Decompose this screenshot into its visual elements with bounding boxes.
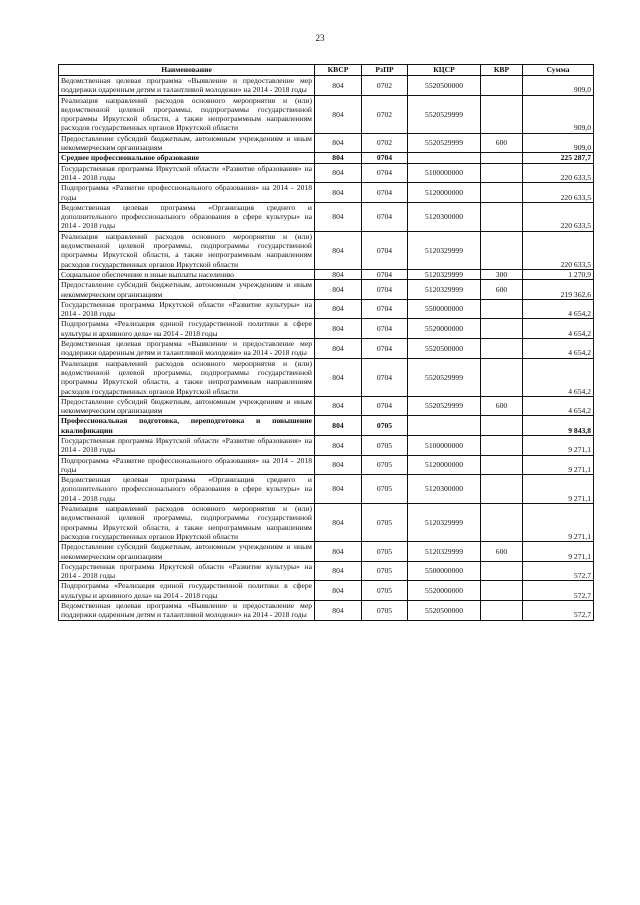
rzpr-cell: 0702 <box>362 76 408 96</box>
kvsr-cell: 804 <box>315 269 362 279</box>
table-row <box>59 319 594 339</box>
sum-cell: 220 633,5 <box>523 231 594 269</box>
name-cell: Ведомственная целевая программа «Выявление и предоставление мер поддержки одаренным детям и талантливой молодежи» на 2014 - 2018 годы <box>59 601 315 621</box>
kvsr-cell: 804 <box>315 358 362 396</box>
rzpr-cell: 0704 <box>362 339 408 359</box>
sum-cell: 4 654,2 <box>523 358 594 396</box>
kvr-cell: 300 <box>481 269 523 279</box>
sum-cell: 4 654,2 <box>523 299 594 319</box>
sum-cell: 4 654,2 <box>523 339 594 359</box>
kvsr-cell: 804 <box>315 76 362 96</box>
header-rzpr: РзПР <box>362 65 408 76</box>
sum-cell: 572,7 <box>523 601 594 621</box>
kvsr-cell: 804 <box>315 153 362 163</box>
rzpr-cell: 0704 <box>362 202 408 231</box>
header-kvr: КВР <box>481 65 523 76</box>
kvr-cell <box>481 475 523 504</box>
table-row <box>59 396 594 416</box>
kvr-cell <box>481 319 523 339</box>
rzpr-cell: 0705 <box>362 601 408 621</box>
name-cell: Ведомственная целевая программа «Выявление и предоставление мер поддержки одаренным детям и талантливой молодежи» на 2014 - 2018 годы <box>59 76 315 96</box>
kvr-cell: 600 <box>481 542 523 562</box>
kvsr-cell: 804 <box>315 133 362 153</box>
table-row <box>59 76 594 96</box>
name-cell: Государственная программа Иркутской области «Развитие культуры» на 2014 - 2018 годы <box>59 299 315 319</box>
sum-cell: 909,0 <box>523 76 594 96</box>
table-row <box>59 561 594 581</box>
table-row <box>59 435 594 455</box>
kvr-cell: 600 <box>481 280 523 300</box>
rzpr-cell: 0704 <box>362 163 408 183</box>
kcsr-cell: 5520529999 <box>408 358 481 396</box>
table-row <box>59 339 594 359</box>
kvr-cell <box>481 231 523 269</box>
name-cell: Реализация направлений расходов основного мероприятия и (или) ведомственной целевой программы, подпрограммы государственной программы Иркутской области, а также непрограммным направлениям расходов государственных органов Иркутской области <box>59 358 315 396</box>
table-row <box>59 455 594 475</box>
kvsr-cell: 804 <box>315 504 362 542</box>
table-row <box>59 269 594 279</box>
name-cell: Предоставление субсидий бюджетным, автономным учреждениям и иным некоммерческим организациям <box>59 396 315 416</box>
kcsr-cell: 5120300000 <box>408 475 481 504</box>
table-row <box>59 601 594 621</box>
header-sum: Сумма <box>523 65 594 76</box>
rzpr-cell: 0702 <box>362 133 408 153</box>
kvr-cell <box>481 561 523 581</box>
rzpr-cell: 0704 <box>362 299 408 319</box>
rzpr-cell: 0704 <box>362 269 408 279</box>
name-cell: Социальное обеспечение и иные выплаты населению <box>59 269 315 279</box>
table-row <box>59 299 594 319</box>
kvr-cell <box>481 455 523 475</box>
sum-cell: 909,0 <box>523 95 594 133</box>
rzpr-cell: 0702 <box>362 95 408 133</box>
kvsr-cell: 804 <box>315 475 362 504</box>
kvr-cell <box>481 183 523 203</box>
kvr-cell <box>481 153 523 163</box>
table-row <box>59 153 594 163</box>
rzpr-cell: 0705 <box>362 416 408 436</box>
sum-cell: 9 843,8 <box>523 416 594 436</box>
kvsr-cell: 804 <box>315 601 362 621</box>
kvsr-cell: 804 <box>315 416 362 436</box>
sum-cell: 9 271,1 <box>523 455 594 475</box>
kvr-cell <box>481 416 523 436</box>
kvsr-cell: 804 <box>315 455 362 475</box>
rzpr-cell: 0705 <box>362 581 408 601</box>
sum-cell: 572,7 <box>523 561 594 581</box>
table-row <box>59 183 594 203</box>
kvsr-cell: 804 <box>315 280 362 300</box>
kcsr-cell: 5520000000 <box>408 581 481 601</box>
rzpr-cell: 0705 <box>362 542 408 562</box>
name-cell: Реализация направлений расходов основного мероприятия и (или) ведомственной целевой программы, подпрограммы государственной программы Иркутской области, а также непрограммным направлениям расходов государственных органов Иркутской области <box>59 95 315 133</box>
name-cell: Подпрограмма «Развитие профессионального образования» на 2014 - 2018 годы <box>59 183 315 203</box>
rzpr-cell: 0705 <box>362 435 408 455</box>
kvr-cell: 600 <box>481 133 523 153</box>
kcsr-cell: 5120329999 <box>408 542 481 562</box>
page-number: 23 <box>315 33 325 43</box>
budget-table <box>58 64 594 621</box>
sum-cell: 220 633,5 <box>523 202 594 231</box>
kvr-cell <box>481 601 523 621</box>
kvr-cell <box>481 76 523 96</box>
rzpr-cell: 0704 <box>362 280 408 300</box>
name-cell: Государственная программа Иркутской области «Развитие образования» на 2014 - 2018 годы <box>59 435 315 455</box>
name-cell: Ведомственная целевая программа «Выявление и предоставление мер поддержки одаренным детям и талантливой молодежи» на 2014 - 2018 годы <box>59 339 315 359</box>
table-body <box>59 76 594 621</box>
rzpr-cell: 0705 <box>362 475 408 504</box>
name-cell: Подпрограмма «Реализация единой государственной политики в сфере культуры и архивного дела» на 2014 - 2018 годы <box>59 319 315 339</box>
table-row <box>59 358 594 396</box>
sum-cell: 225 287,7 <box>523 153 594 163</box>
name-cell: Государственная программа Иркутской области «Развитие культуры» на 2014 - 2018 годы <box>59 561 315 581</box>
table-row <box>59 475 594 504</box>
kvsr-cell: 804 <box>315 299 362 319</box>
kvr-cell: 600 <box>481 396 523 416</box>
kvr-cell <box>481 435 523 455</box>
kcsr-cell <box>408 153 481 163</box>
kcsr-cell: 5520529999 <box>408 396 481 416</box>
sum-cell: 219 362,6 <box>523 280 594 300</box>
rzpr-cell: 0704 <box>362 396 408 416</box>
kcsr-cell: 5120300000 <box>408 202 481 231</box>
table-row <box>59 133 594 153</box>
table-row <box>59 504 594 542</box>
kcsr-cell: 5100000000 <box>408 435 481 455</box>
kvr-cell <box>481 95 523 133</box>
header-kvsr: КВСР <box>315 65 362 76</box>
sum-cell: 220 633,5 <box>523 183 594 203</box>
kvsr-cell: 804 <box>315 202 362 231</box>
rzpr-cell: 0704 <box>362 231 408 269</box>
kcsr-cell: 5120329999 <box>408 269 481 279</box>
name-cell: Предоставление субсидий бюджетным, автономным учреждениям и иным некоммерческим организациям <box>59 133 315 153</box>
kcsr-cell: 5120000000 <box>408 455 481 475</box>
name-cell: Реализация направлений расходов основного мероприятия и (или) ведомственной целевой программы, подпрограммы государственной программы Иркутской области, а также непрограммным направлениям расходов государственных органов Иркутской области <box>59 504 315 542</box>
kcsr-cell: 5520500000 <box>408 601 481 621</box>
name-cell: Ведомственная целевая программа «Организация среднего и дополнительного профессионального образования в сфере культуры» на 2014 - 2018 годы <box>59 475 315 504</box>
kvsr-cell: 804 <box>315 95 362 133</box>
sum-cell: 9 271,1 <box>523 475 594 504</box>
kvsr-cell: 804 <box>315 542 362 562</box>
kcsr-cell: 5500000000 <box>408 561 481 581</box>
kvsr-cell: 804 <box>315 339 362 359</box>
sum-cell: 9 271,1 <box>523 504 594 542</box>
name-cell: Подпрограмма «Реализация единой государственной политики в сфере культуры и архивного дела» на 2014 - 2018 годы <box>59 581 315 601</box>
name-cell: Предоставление субсидий бюджетным, автономным учреждениям и иным некоммерческим организациям <box>59 280 315 300</box>
header-row <box>59 65 594 76</box>
rzpr-cell: 0704 <box>362 153 408 163</box>
kcsr-cell: 5120329999 <box>408 280 481 300</box>
name-cell: Профессиональная подготовка, переподготовка и повышение квалификации <box>59 416 315 436</box>
header-name: Наименование <box>59 65 315 76</box>
name-cell: Ведомственная целевая программа «Организация среднего и дополнительного профессионального образования в сфере культуры» на 2014 - 2018 годы <box>59 202 315 231</box>
kcsr-cell: 5120329999 <box>408 504 481 542</box>
kvr-cell <box>481 299 523 319</box>
kvsr-cell: 804 <box>315 561 362 581</box>
rzpr-cell: 0704 <box>362 183 408 203</box>
sum-cell: 220 633,5 <box>523 163 594 183</box>
sum-cell: 9 271,1 <box>523 542 594 562</box>
rzpr-cell: 0705 <box>362 455 408 475</box>
kcsr-cell: 5100000000 <box>408 163 481 183</box>
name-cell: Государственная программа Иркутской области «Развитие образования» на 2014 - 2018 годы <box>59 163 315 183</box>
kvr-cell <box>481 358 523 396</box>
name-cell: Реализация направлений расходов основного мероприятия и (или) ведомственной целевой программы, подпрограммы государственной программы Иркутской области, а также непрограммным направлениям расходов государственных органов Иркутской области <box>59 231 315 269</box>
sum-cell: 9 271,1 <box>523 435 594 455</box>
kcsr-cell: 5520500000 <box>408 76 481 96</box>
header-kcsr: КЦСР <box>408 65 481 76</box>
kcsr-cell: 5520500000 <box>408 339 481 359</box>
kvsr-cell: 804 <box>315 319 362 339</box>
kcsr-cell: 5120000000 <box>408 183 481 203</box>
table-row <box>59 163 594 183</box>
kvsr-cell: 804 <box>315 581 362 601</box>
sum-cell: 1 270,9 <box>523 269 594 279</box>
sum-cell: 4 654,2 <box>523 319 594 339</box>
table-row <box>59 280 594 300</box>
table-row <box>59 416 594 436</box>
kvr-cell <box>481 163 523 183</box>
rzpr-cell: 0705 <box>362 561 408 581</box>
kvr-cell <box>481 504 523 542</box>
table-row <box>59 95 594 133</box>
name-cell: Подпрограмма «Развитие профессионального образования» на 2014 - 2018 годы <box>59 455 315 475</box>
kcsr-cell: 5520000000 <box>408 319 481 339</box>
rzpr-cell: 0704 <box>362 319 408 339</box>
table-row <box>59 581 594 601</box>
kvsr-cell: 804 <box>315 435 362 455</box>
kvsr-cell: 804 <box>315 231 362 269</box>
kvr-cell <box>481 202 523 231</box>
sum-cell: 4 654,2 <box>523 396 594 416</box>
sum-cell: 572,7 <box>523 581 594 601</box>
kcsr-cell: 5520529999 <box>408 95 481 133</box>
name-cell: Среднее профессиональное образование <box>59 153 315 163</box>
rzpr-cell: 0705 <box>362 504 408 542</box>
table-row <box>59 202 594 231</box>
rzpr-cell: 0704 <box>362 358 408 396</box>
kcsr-cell: 5120329999 <box>408 231 481 269</box>
table-row <box>59 231 594 269</box>
kcsr-cell <box>408 416 481 436</box>
kvr-cell <box>481 581 523 601</box>
kvsr-cell: 804 <box>315 183 362 203</box>
sum-cell: 909,0 <box>523 133 594 153</box>
kvsr-cell: 804 <box>315 163 362 183</box>
kcsr-cell: 5500000000 <box>408 299 481 319</box>
kcsr-cell: 5520529999 <box>408 133 481 153</box>
table-row <box>59 542 594 562</box>
name-cell: Предоставление субсидий бюджетным, автономным учреждениям и иным некоммерческим организациям <box>59 542 315 562</box>
kvsr-cell: 804 <box>315 396 362 416</box>
kvr-cell <box>481 339 523 359</box>
